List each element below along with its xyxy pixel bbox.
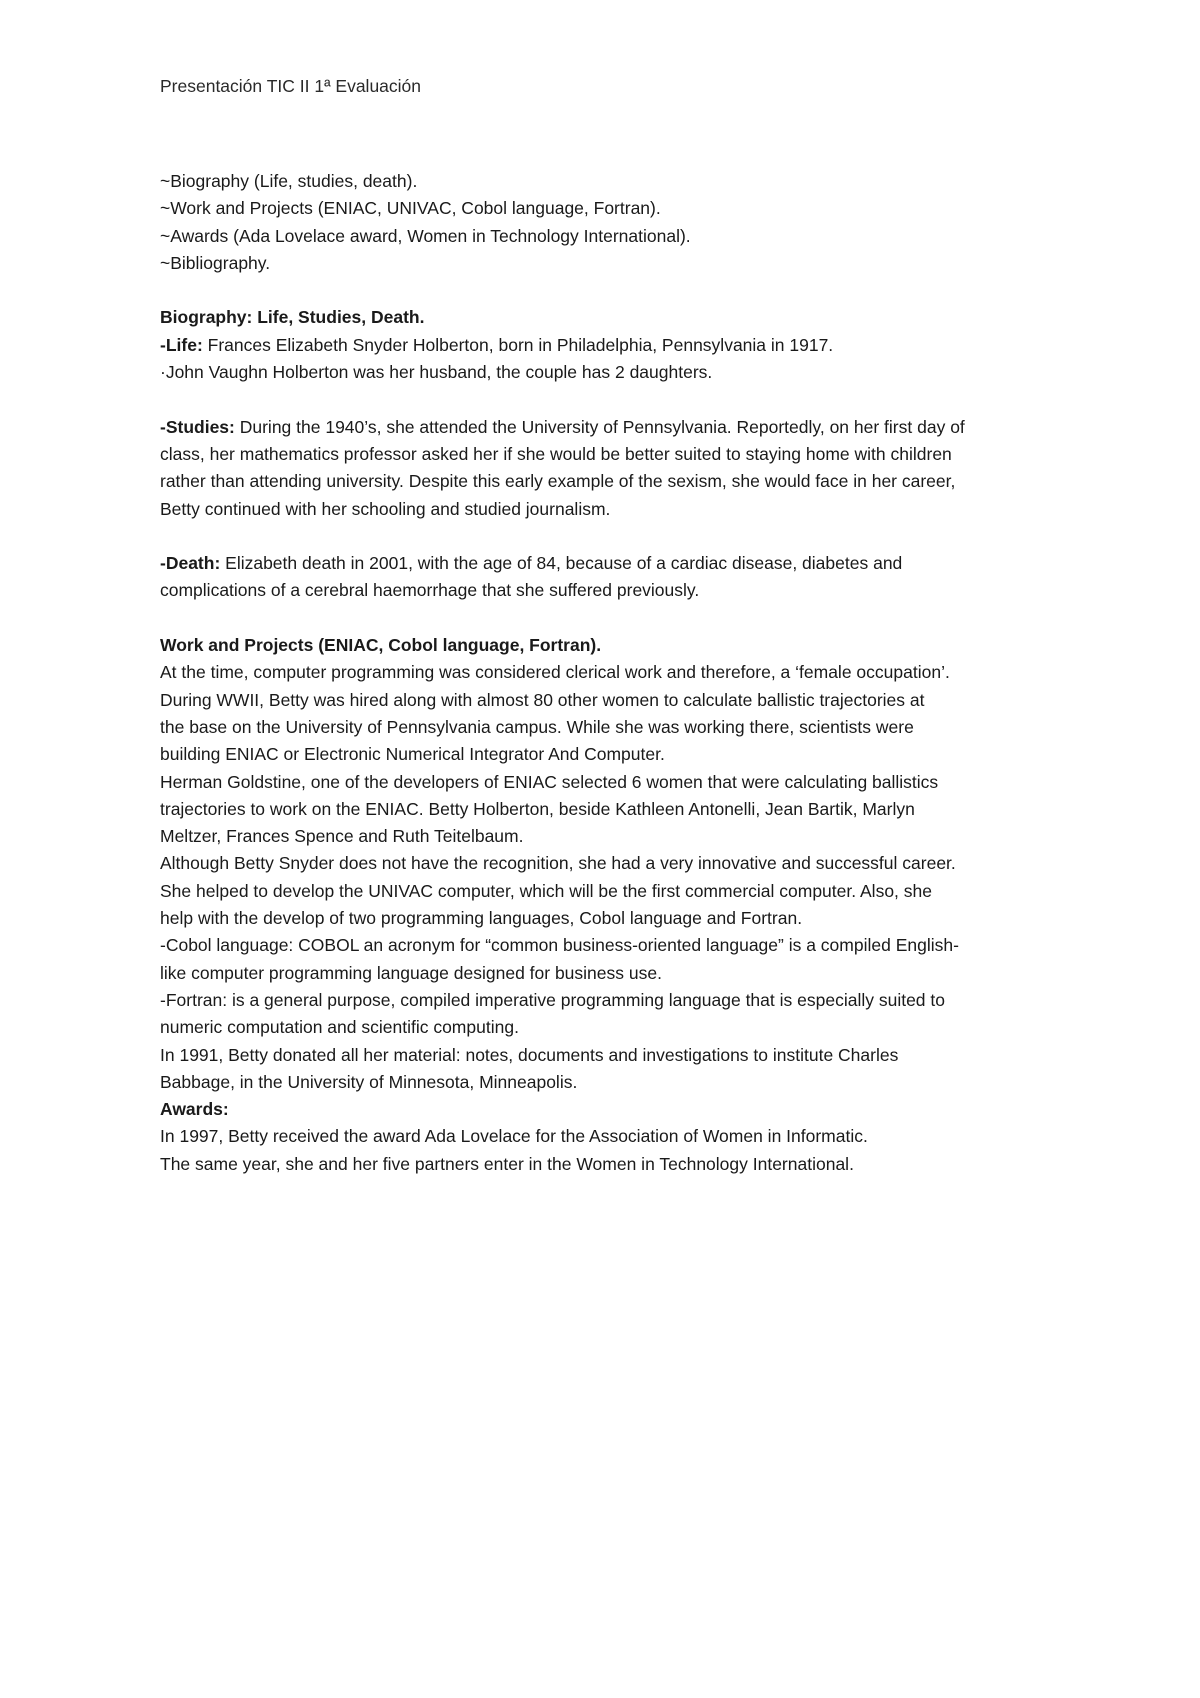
biography-heading: Biography: Life, Studies, Death.: [160, 307, 425, 328]
work-line: trajectories to work on the ENIAC. Betty Holberton, beside Kathleen Antonelli, Jean Bartik, Marlyn: [160, 798, 915, 819]
life-label: -Life:: [160, 334, 203, 355]
work-line: -Cobol language: COBOL an acronym for “common business-oriented language” is a compiled English-: [160, 935, 959, 956]
death-text: Elizabeth death in 2001, with the age of 84, because of a cardiac disease, diabetes and: [220, 553, 903, 574]
work-line: She helped to develop the UNIVAC computer, which will be the first commercial computer. Also, she: [160, 880, 932, 901]
document-body: [160, 168, 1100, 1178]
death-paragraph: [160, 550, 1100, 605]
work-line: Meltzer, Frances Spence and Ruth Teitelbaum.: [160, 826, 524, 847]
work-line: like computer programming language designed for business use.: [160, 962, 662, 983]
studies-line: [160, 414, 1100, 441]
death-line: [160, 550, 1100, 577]
outline-list: [160, 168, 1100, 277]
biography-section: [160, 304, 1100, 604]
studies-line: Betty continued with her schooling and studied journalism.: [160, 498, 611, 519]
awards-section: [160, 1096, 1100, 1178]
work-line: the base on the University of Pennsylvania campus. While she was working there, scientists were: [160, 716, 914, 737]
work-section: [160, 632, 1100, 1096]
work-line: Herman Goldstine, one of the developers of ENIAC selected 6 women that were calculating ballistics: [160, 771, 939, 792]
life-paragraph: [160, 332, 1100, 359]
work-line: At the time, computer programming was considered clerical work and therefore, a ‘female occupation’.: [160, 662, 950, 683]
studies-label: -Studies:: [160, 416, 235, 437]
husband-paragraph: ·John Vaughn Holberton was her husband, the couple has 2 daughters.: [160, 362, 713, 383]
work-line: building ENIAC or Electronic Numerical Integrator And Computer.: [160, 744, 665, 765]
work-line: Babbage, in the University of Minnesota, Minneapolis.: [160, 1071, 578, 1092]
spacer: [160, 605, 1100, 632]
outline-item: ~Bibliography.: [160, 252, 271, 273]
awards-line: In 1997, Betty received the award Ada Lovelace for the Association of Women in Informatic.: [160, 1126, 868, 1147]
awards-heading: Awards:: [160, 1099, 229, 1120]
studies-paragraph: [160, 414, 1100, 523]
outline-item: ~Work and Projects (ENIAC, UNIVAC, Cobol language, Fortran).: [160, 198, 661, 219]
studies-line: rather than attending university. Despite this early example of the sexism, she would face in her career,: [160, 471, 956, 492]
spacer: [160, 277, 1100, 304]
work-heading: Work and Projects (ENIAC, Cobol language, Fortran).: [160, 635, 602, 656]
work-line: numeric computation and scientific computing.: [160, 1017, 519, 1038]
work-line: Although Betty Snyder does not have the recognition, she had a very innovative and successful career.: [160, 853, 956, 874]
death-line: complications of a cerebral haemorrhage that she suffered previously.: [160, 580, 700, 601]
work-line: help with the develop of two programming languages, Cobol language and Fortran.: [160, 908, 803, 929]
death-label: -Death:: [160, 553, 221, 574]
studies-line: class, her mathematics professor asked her if she would be better suited to staying home with children: [160, 443, 952, 464]
life-text: Frances Elizabeth Snyder Holberton, born in Philadelphia, Pennsylvania in 1917.: [202, 334, 834, 355]
studies-text: During the 1940’s, she attended the University of Pennsylvania. Reportedly, on her first day of: [234, 416, 965, 437]
work-line: -Fortran: is a general purpose, compiled imperative programming language that is especially suited to: [160, 989, 945, 1010]
work-line: During WWII, Betty was hired along with almost 80 other women to calculate ballistic trajectories at: [160, 689, 925, 710]
outline-item: ~Biography (Life, studies, death).: [160, 171, 418, 191]
page-header: Presentación TIC II 1ª Evaluación: [160, 76, 422, 96]
awards-line: The same year, she and her five partners enter in the Women in Technology International.: [160, 1153, 854, 1174]
outline-item: ~Awards (Ada Lovelace award, Women in Technology International).: [160, 225, 691, 246]
work-line: In 1991, Betty donated all her material: notes, documents and investigations to institute Charles: [160, 1044, 899, 1065]
spacer: [160, 386, 1100, 413]
spacer: [160, 523, 1100, 550]
